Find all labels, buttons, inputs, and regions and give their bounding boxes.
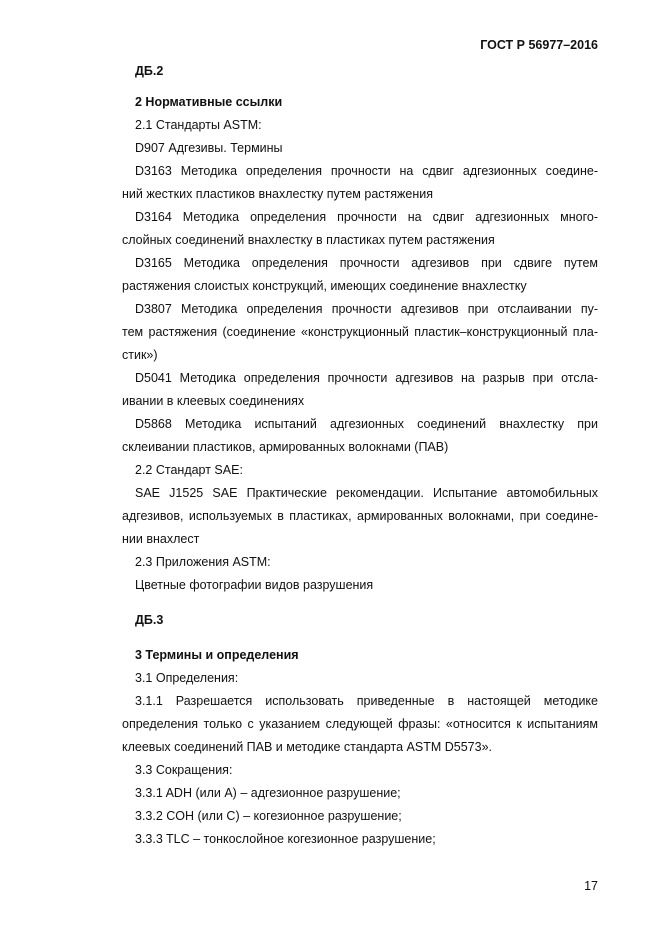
ref-d907: D907 Адгезивы. Термины: [135, 141, 283, 155]
ref-sae-j1525-line-3: нии внахлест: [122, 532, 200, 546]
document-header-id: ГОСТ Р 56977–2016: [480, 38, 598, 52]
definitions-intro: 3.1 Определения:: [135, 671, 239, 685]
ref-d3163-line-2: ний жестких пластиков внахлестку путем растяжения: [122, 187, 433, 201]
section-title-terms-definitions: 3 Термины и определения: [135, 648, 299, 662]
abbreviations-intro: 3.3 Сокращения:: [135, 763, 233, 777]
astm-standards-intro: 2.1 Стандарты ASTM:: [135, 118, 262, 132]
ref-sae-j1525-line-1: SAE J1525 SAE Практические рекомендации. Испытание автомобильных: [135, 486, 598, 500]
ref-sae-j1525-line-2: адгезивов, используемых в пластиках, армированных волокнами, при соедине-: [122, 509, 598, 523]
ref-d5868-line-2: склеивании пластиков, армированных волокнами (ПАВ): [122, 440, 449, 454]
document-body: [122, 60, 598, 851]
abbr-332: 3.3.2 COH (или C) – когезионное разрушение;: [135, 809, 402, 823]
abbr-331: 3.3.1 ADH (или A) – адгезионное разрушение;: [135, 786, 401, 800]
astm-annex-intro: 2.3 Приложения ASTM:: [135, 555, 271, 569]
ref-d5868-line-1: D5868 Методика испытаний адгезионных соединений внахлестку при: [135, 417, 598, 431]
ref-d3164-line-2: слойных соединений внахлестку в пластиках путем растяжения: [122, 233, 495, 247]
ref-d3163-line-1: D3163 Методика определения прочности на сдвиг адгезионных соедине-: [135, 164, 598, 178]
astm-annex-photos: Цветные фотографии видов разрушения: [135, 578, 374, 592]
ref-d3807-line-3: стик»): [122, 348, 158, 362]
abbr-333: 3.3.3 TLC – тонкослойное когезионное разрушение;: [135, 832, 436, 846]
ref-d3164-line-1: D3164 Методика определения прочности на сдвиг адгезионных много-: [135, 210, 598, 224]
appendix-label-db2: ДБ.2: [135, 64, 164, 78]
ref-d5041-line-2: ивании в клеевых соединениях: [122, 394, 305, 408]
def-311-line-2: определения только с указанием следующей фразы: «относится к испытаниям: [122, 717, 598, 731]
ref-d3165-line-2: растяжения слоистых конструкций, имеющих соединение внахлестку: [122, 279, 527, 293]
ref-d3807-line-1: D3807 Методика определения прочности адгезивов при отслаивании пу-: [135, 302, 598, 316]
appendix-label-db3: ДБ.3: [135, 613, 164, 627]
ref-d3807-line-2: тем растяжения (соединение «конструкционный пластик–конструкционный пла-: [122, 325, 598, 339]
sae-standard-intro: 2.2 Стандарт SAE:: [135, 463, 243, 477]
page-number: 17: [584, 879, 598, 893]
def-311-line-1: 3.1.1 Разрешается использовать приведенные в настоящей методике: [135, 694, 598, 708]
def-311-line-3: клеевых соединений ПАВ и методике стандарта ASTM D5573».: [122, 740, 493, 754]
section-title-normative-references: 2 Нормативные ссылки: [135, 95, 283, 109]
ref-d3165-line-1: D3165 Методика определения прочности адгезивов при сдвиге путем: [135, 256, 598, 270]
ref-d5041-line-1: D5041 Методика определения прочности адгезивов на разрыв при отсла-: [135, 371, 598, 385]
